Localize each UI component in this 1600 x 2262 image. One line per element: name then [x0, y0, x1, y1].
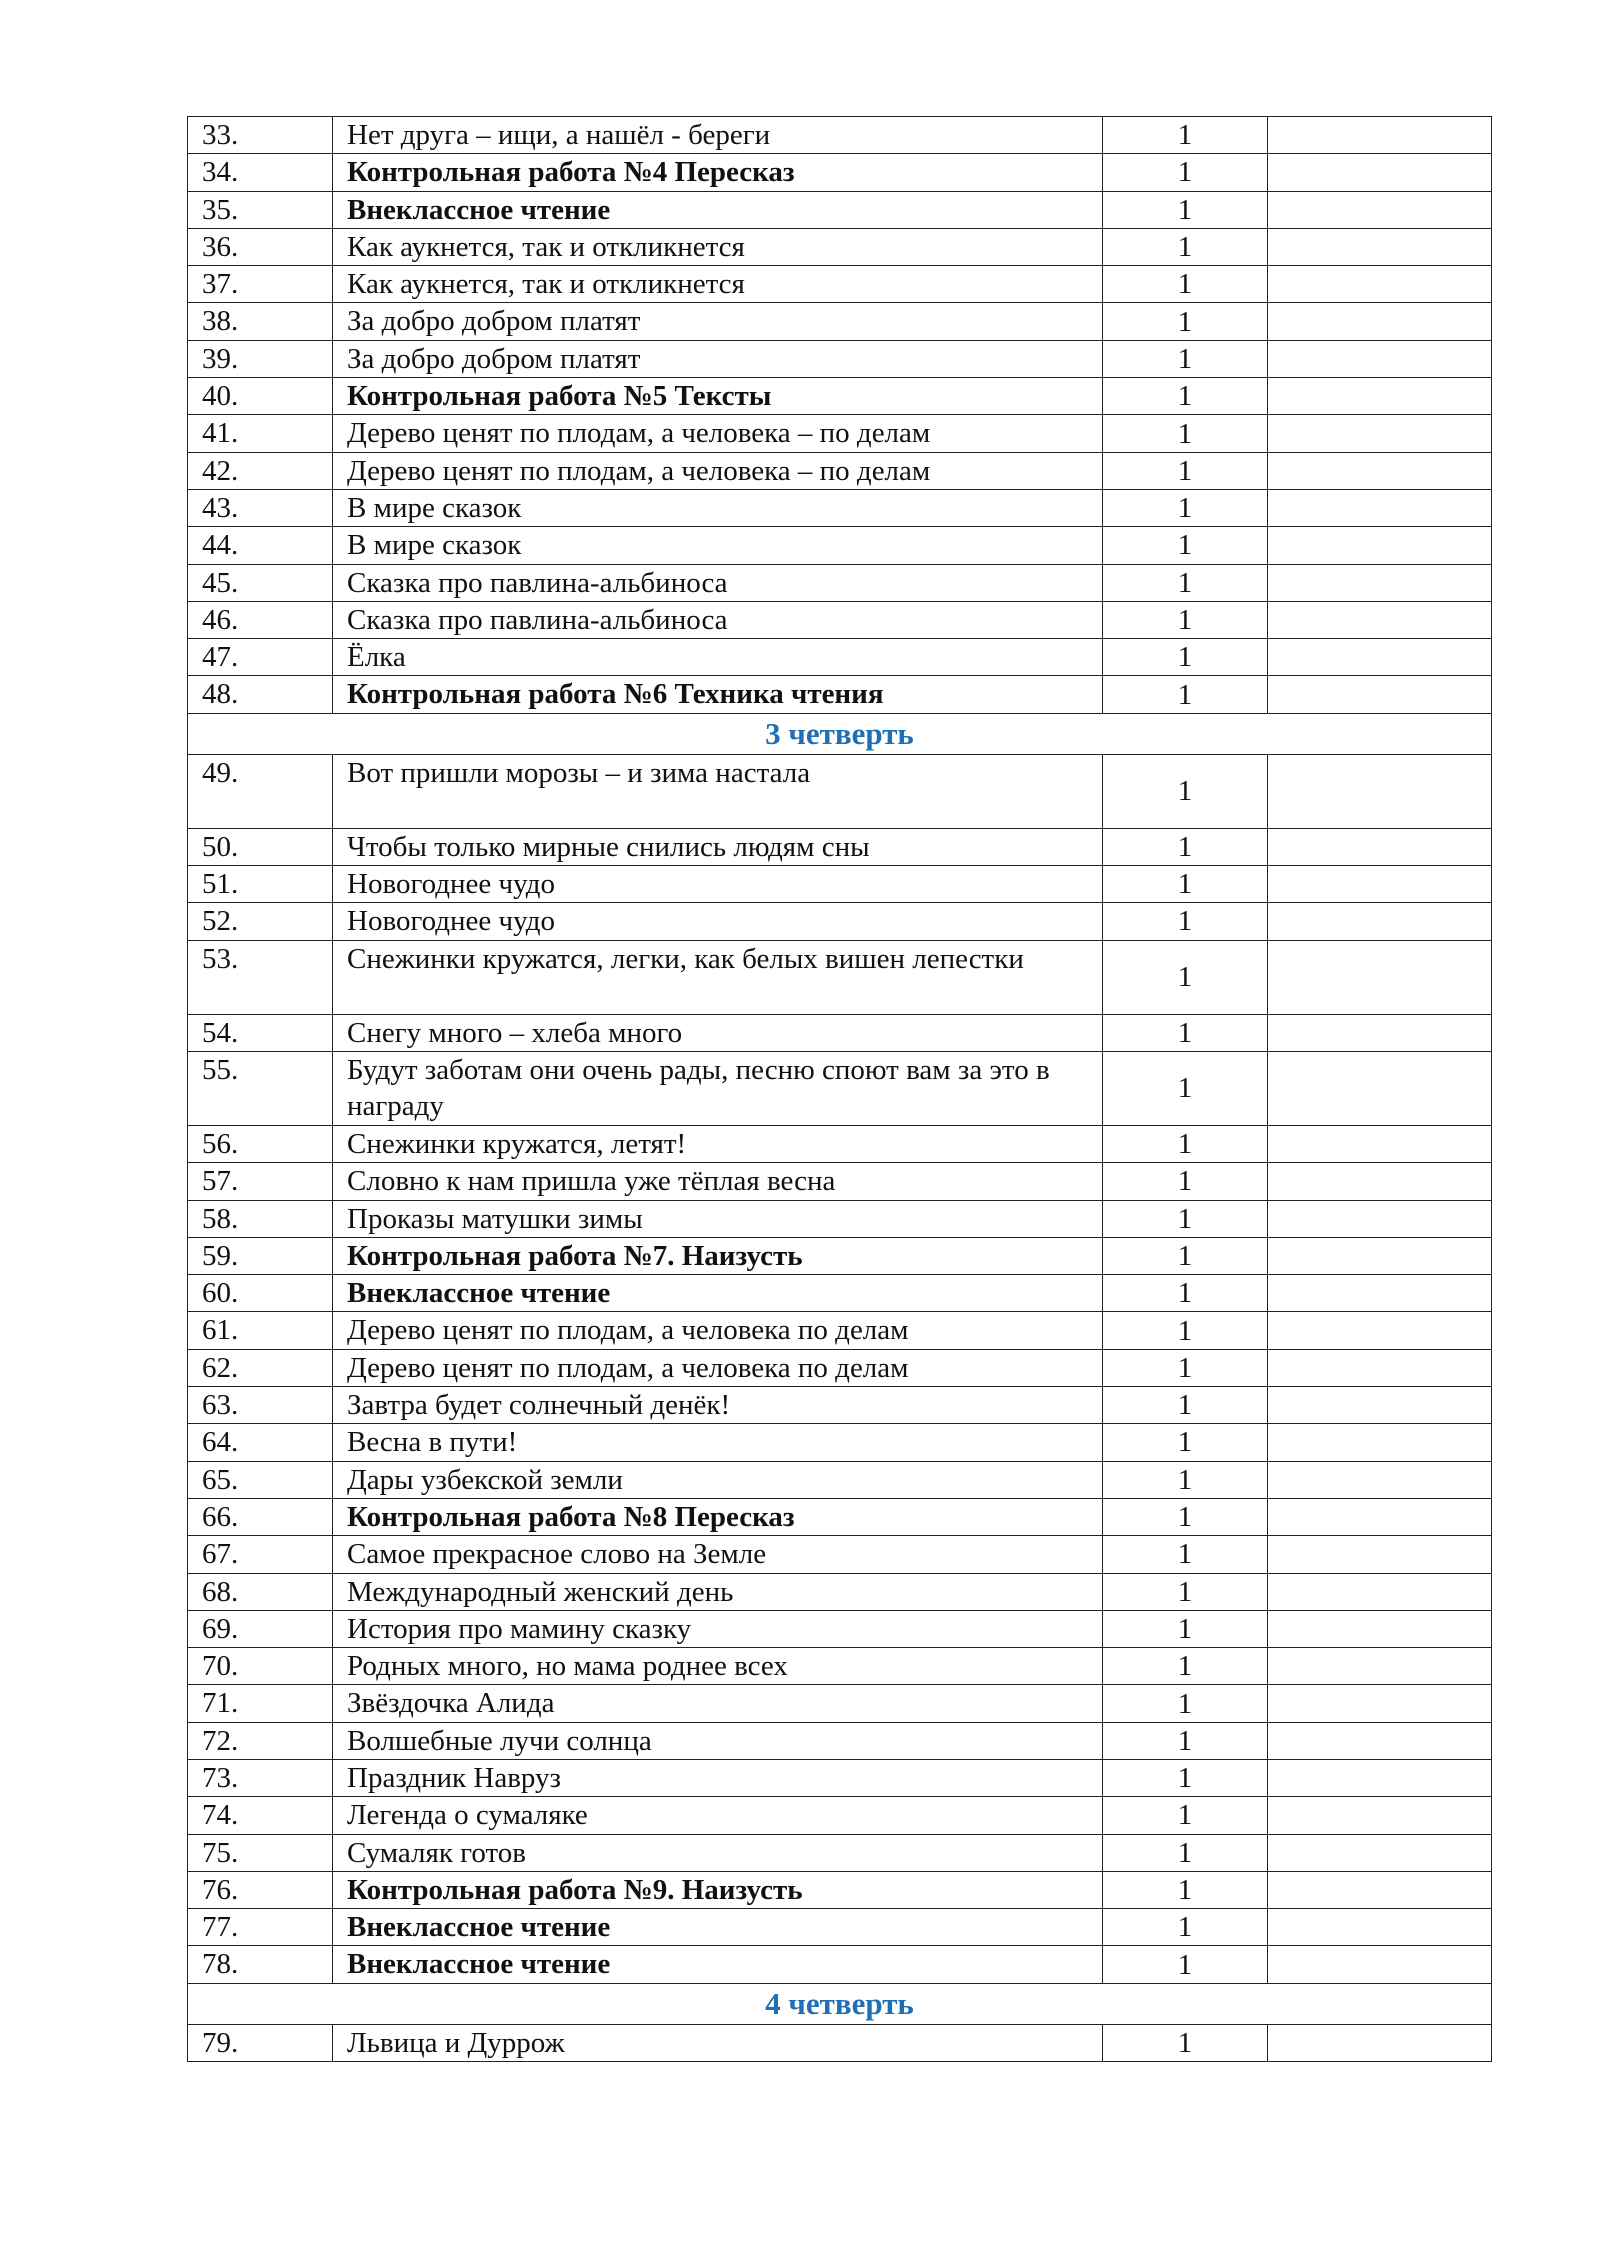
lesson-number: 74. — [188, 1797, 333, 1834]
lesson-hours: 1 — [1103, 1014, 1268, 1051]
lesson-date-cell — [1268, 1685, 1492, 1722]
lesson-number: 76. — [188, 1871, 333, 1908]
lesson-date-cell — [1268, 266, 1492, 303]
table-row — [188, 1014, 1492, 1051]
lesson-date-cell — [1268, 1051, 1492, 1125]
table-row — [188, 489, 1492, 526]
lesson-date-cell — [1268, 1461, 1492, 1498]
lesson-date-cell — [1268, 940, 1492, 1014]
lesson-hours: 1 — [1103, 1461, 1268, 1498]
lesson-number: 69. — [188, 1610, 333, 1647]
lesson-number: 40. — [188, 378, 333, 415]
lesson-title: Родных много, но мама роднее всех — [333, 1648, 1103, 1685]
lesson-number: 67. — [188, 1536, 333, 1573]
table-row — [188, 903, 1492, 940]
lesson-title: Сумаляк готов — [333, 1834, 1103, 1871]
lesson-number: 63. — [188, 1387, 333, 1424]
lesson-date-cell — [1268, 1014, 1492, 1051]
lesson-number: 61. — [188, 1312, 333, 1349]
table-row — [188, 1797, 1492, 1834]
lesson-hours: 1 — [1103, 1424, 1268, 1461]
lesson-hours: 1 — [1103, 452, 1268, 489]
table-row — [188, 1163, 1492, 1200]
lesson-hours: 1 — [1103, 564, 1268, 601]
table-row — [188, 564, 1492, 601]
lesson-plan-body — [188, 117, 1492, 2062]
lesson-number: 53. — [188, 940, 333, 1014]
lesson-number: 42. — [188, 452, 333, 489]
lesson-number: 72. — [188, 1722, 333, 1759]
lesson-date-cell — [1268, 1610, 1492, 1647]
lesson-number: 75. — [188, 1834, 333, 1871]
lesson-date-cell — [1268, 1573, 1492, 1610]
lesson-title: Внеклассное чтение — [333, 1275, 1103, 1312]
lesson-title: Снегу много – хлеба много — [333, 1014, 1103, 1051]
lesson-hours: 1 — [1103, 378, 1268, 415]
lesson-hours: 1 — [1103, 866, 1268, 903]
table-row — [188, 340, 1492, 377]
quarter-heading: 4 четверть — [188, 1983, 1492, 2024]
table-row — [188, 1237, 1492, 1274]
lesson-date-cell — [1268, 1163, 1492, 1200]
lesson-number: 35. — [188, 191, 333, 228]
table-row — [188, 1387, 1492, 1424]
lesson-hours: 1 — [1103, 940, 1268, 1014]
lesson-date-cell — [1268, 1387, 1492, 1424]
lesson-title: Новогоднее чудо — [333, 866, 1103, 903]
lesson-date-cell — [1268, 1759, 1492, 1796]
lesson-title: Львица и Дуррож — [333, 2024, 1103, 2061]
lesson-hours: 1 — [1103, 266, 1268, 303]
table-row — [188, 1536, 1492, 1573]
lesson-title: Вот пришли морозы – и зима настала — [333, 754, 1103, 828]
lesson-title: Контрольная работа №8 Пересказ — [333, 1498, 1103, 1535]
lesson-date-cell — [1268, 1498, 1492, 1535]
lesson-hours: 1 — [1103, 117, 1268, 154]
lesson-number: 78. — [188, 1946, 333, 1983]
lesson-title: Внеклассное чтение — [333, 1946, 1103, 1983]
lesson-hours: 1 — [1103, 1610, 1268, 1647]
lesson-title: Самое прекрасное слово на Земле — [333, 1536, 1103, 1573]
lesson-hours: 1 — [1103, 1275, 1268, 1312]
lesson-number: 43. — [188, 489, 333, 526]
lesson-number: 45. — [188, 564, 333, 601]
table-row — [188, 1424, 1492, 1461]
table-row — [188, 1573, 1492, 1610]
lesson-title: Внеклассное чтение — [333, 1909, 1103, 1946]
lesson-number: 41. — [188, 415, 333, 452]
lesson-number: 73. — [188, 1759, 333, 1796]
lesson-date-cell — [1268, 303, 1492, 340]
lesson-title: Контрольная работа №9. Наизусть — [333, 1871, 1103, 1908]
lesson-title: В мире сказок — [333, 527, 1103, 564]
lesson-title: Контрольная работа №5 Тексты — [333, 378, 1103, 415]
lesson-hours: 1 — [1103, 639, 1268, 676]
lesson-title: Праздник Навруз — [333, 1759, 1103, 1796]
lesson-number: 77. — [188, 1909, 333, 1946]
lesson-date-cell — [1268, 1349, 1492, 1386]
lesson-title: Весна в пути! — [333, 1424, 1103, 1461]
table-row — [188, 415, 1492, 452]
lesson-hours: 1 — [1103, 1125, 1268, 1162]
lesson-number: 70. — [188, 1648, 333, 1685]
lesson-date-cell — [1268, 1312, 1492, 1349]
table-row — [188, 2024, 1492, 2061]
table-row — [188, 303, 1492, 340]
lesson-date-cell — [1268, 527, 1492, 564]
lesson-number: 79. — [188, 2024, 333, 2061]
lesson-number: 52. — [188, 903, 333, 940]
table-row — [188, 1498, 1492, 1535]
table-row — [188, 1871, 1492, 1908]
lesson-hours: 1 — [1103, 1573, 1268, 1610]
lesson-date-cell — [1268, 191, 1492, 228]
lesson-title: Контрольная работа №4 Пересказ — [333, 154, 1103, 191]
lesson-number: 44. — [188, 527, 333, 564]
lesson-hours: 1 — [1103, 828, 1268, 865]
lesson-hours: 1 — [1103, 1759, 1268, 1796]
lesson-date-cell — [1268, 228, 1492, 265]
table-row — [188, 601, 1492, 638]
lesson-title: Проказы матушки зимы — [333, 1200, 1103, 1237]
table-row — [188, 828, 1492, 865]
lesson-number: 49. — [188, 754, 333, 828]
lesson-date-cell — [1268, 1536, 1492, 1573]
lesson-hours: 1 — [1103, 1237, 1268, 1274]
lesson-hours: 1 — [1103, 1051, 1268, 1125]
lesson-date-cell — [1268, 340, 1492, 377]
lesson-date-cell — [1268, 117, 1492, 154]
lesson-title: Дерево ценят по плодам, а человека – по делам — [333, 415, 1103, 452]
lesson-hours: 1 — [1103, 1722, 1268, 1759]
lesson-number: 58. — [188, 1200, 333, 1237]
table-row — [188, 378, 1492, 415]
lesson-date-cell — [1268, 1722, 1492, 1759]
table-row — [188, 1312, 1492, 1349]
lesson-date-cell — [1268, 754, 1492, 828]
table-row — [188, 1722, 1492, 1759]
lesson-number: 57. — [188, 1163, 333, 1200]
table-row — [188, 676, 1492, 713]
lesson-title: Снежинки кружатся, летят! — [333, 1125, 1103, 1162]
lesson-hours: 1 — [1103, 154, 1268, 191]
table-row — [188, 866, 1492, 903]
lesson-hours: 1 — [1103, 903, 1268, 940]
lesson-date-cell — [1268, 1200, 1492, 1237]
lesson-number: 55. — [188, 1051, 333, 1125]
lesson-number: 68. — [188, 1573, 333, 1610]
table-row — [188, 1349, 1492, 1386]
lesson-number: 39. — [188, 340, 333, 377]
lesson-date-cell — [1268, 378, 1492, 415]
lesson-title: Контрольная работа №6 Техника чтения — [333, 676, 1103, 713]
lesson-title: Международный женский день — [333, 1573, 1103, 1610]
lesson-title: Словно к нам пришла уже тёплая весна — [333, 1163, 1103, 1200]
lesson-title: За добро добром платят — [333, 340, 1103, 377]
table-row — [188, 266, 1492, 303]
lesson-number: 65. — [188, 1461, 333, 1498]
lesson-title: Завтра будет солнечный денёк! — [333, 1387, 1103, 1424]
table-row — [188, 1461, 1492, 1498]
lesson-hours: 1 — [1103, 754, 1268, 828]
lesson-hours: 1 — [1103, 1200, 1268, 1237]
lesson-number: 34. — [188, 154, 333, 191]
table-row — [188, 1125, 1492, 1162]
table-row — [188, 228, 1492, 265]
lesson-title: Сказка про павлина-альбиноса — [333, 601, 1103, 638]
lesson-hours: 1 — [1103, 1536, 1268, 1573]
table-row — [188, 639, 1492, 676]
lesson-number: 50. — [188, 828, 333, 865]
lesson-hours: 1 — [1103, 1909, 1268, 1946]
lesson-hours: 1 — [1103, 1498, 1268, 1535]
lesson-title: Контрольная работа №7. Наизусть — [333, 1237, 1103, 1274]
lesson-title: Дерево ценят по плодам, а человека по делам — [333, 1349, 1103, 1386]
lesson-date-cell — [1268, 828, 1492, 865]
lesson-hours: 1 — [1103, 415, 1268, 452]
lesson-title: Дерево ценят по плодам, а человека – по делам — [333, 452, 1103, 489]
lesson-date-cell — [1268, 564, 1492, 601]
lesson-number: 62. — [188, 1349, 333, 1386]
lesson-number: 33. — [188, 117, 333, 154]
table-row — [188, 1051, 1492, 1125]
lesson-title: За добро добром платят — [333, 303, 1103, 340]
lesson-title: Новогоднее чудо — [333, 903, 1103, 940]
lesson-hours: 1 — [1103, 1312, 1268, 1349]
lesson-number: 66. — [188, 1498, 333, 1535]
table-row — [188, 940, 1492, 1014]
lesson-number: 54. — [188, 1014, 333, 1051]
lesson-number: 56. — [188, 1125, 333, 1162]
lesson-date-cell — [1268, 452, 1492, 489]
lesson-hours: 1 — [1103, 1685, 1268, 1722]
lesson-hours: 1 — [1103, 340, 1268, 377]
lesson-date-cell — [1268, 601, 1492, 638]
lesson-hours: 1 — [1103, 228, 1268, 265]
lesson-date-cell — [1268, 676, 1492, 713]
lesson-date-cell — [1268, 1946, 1492, 1983]
table-row — [188, 452, 1492, 489]
table-row — [188, 1685, 1492, 1722]
lesson-plan-table — [187, 116, 1492, 2062]
lesson-date-cell — [1268, 1871, 1492, 1908]
lesson-hours: 1 — [1103, 527, 1268, 564]
lesson-date-cell — [1268, 2024, 1492, 2061]
quarter-heading: 3 четверть — [188, 713, 1492, 754]
lesson-date-cell — [1268, 415, 1492, 452]
lesson-title: Легенда о сумаляке — [333, 1797, 1103, 1834]
quarter-heading-row — [188, 1983, 1492, 2024]
lesson-number: 51. — [188, 866, 333, 903]
table-row — [188, 1275, 1492, 1312]
lesson-hours: 1 — [1103, 1797, 1268, 1834]
lesson-hours: 1 — [1103, 1834, 1268, 1871]
lesson-date-cell — [1268, 639, 1492, 676]
lesson-title: Как аукнется, так и откликнется — [333, 228, 1103, 265]
table-row — [188, 1759, 1492, 1796]
lesson-number: 37. — [188, 266, 333, 303]
lesson-title: Снежинки кружатся, легки, как белых вишен лепестки — [333, 940, 1103, 1014]
table-row — [188, 1610, 1492, 1647]
table-row — [188, 1946, 1492, 1983]
lesson-title: Волшебные лучи солнца — [333, 1722, 1103, 1759]
lesson-hours: 1 — [1103, 676, 1268, 713]
table-row — [188, 1834, 1492, 1871]
lesson-title: История про мамину сказку — [333, 1610, 1103, 1647]
table-row — [188, 754, 1492, 828]
lesson-title: Как аукнется, так и откликнется — [333, 266, 1103, 303]
lesson-date-cell — [1268, 1275, 1492, 1312]
table-row — [188, 117, 1492, 154]
lesson-number: 46. — [188, 601, 333, 638]
lesson-hours: 1 — [1103, 191, 1268, 228]
lesson-hours: 1 — [1103, 1387, 1268, 1424]
lesson-title: В мире сказок — [333, 489, 1103, 526]
lesson-number: 47. — [188, 639, 333, 676]
lesson-date-cell — [1268, 1424, 1492, 1461]
lesson-hours: 1 — [1103, 1349, 1268, 1386]
lesson-number: 71. — [188, 1685, 333, 1722]
table-row — [188, 1909, 1492, 1946]
lesson-title: Будут заботам они очень рады, песню споют вам за это в награду — [333, 1051, 1103, 1125]
table-row — [188, 154, 1492, 191]
lesson-number: 60. — [188, 1275, 333, 1312]
lesson-hours: 1 — [1103, 1648, 1268, 1685]
lesson-date-cell — [1268, 489, 1492, 526]
lesson-number: 59. — [188, 1237, 333, 1274]
lesson-title: Дерево ценят по плодам, а человека по делам — [333, 1312, 1103, 1349]
lesson-hours: 1 — [1103, 601, 1268, 638]
lesson-hours: 1 — [1103, 303, 1268, 340]
lesson-title: Сказка про павлина-альбиноса — [333, 564, 1103, 601]
lesson-number: 64. — [188, 1424, 333, 1461]
lesson-hours: 1 — [1103, 1871, 1268, 1908]
lesson-hours: 1 — [1103, 1163, 1268, 1200]
table-row — [188, 1648, 1492, 1685]
lesson-date-cell — [1268, 1125, 1492, 1162]
lesson-date-cell — [1268, 1834, 1492, 1871]
lesson-date-cell — [1268, 1648, 1492, 1685]
lesson-date-cell — [1268, 903, 1492, 940]
lesson-date-cell — [1268, 1237, 1492, 1274]
lesson-date-cell — [1268, 866, 1492, 903]
lesson-number: 48. — [188, 676, 333, 713]
lesson-title: Звёздочка Алида — [333, 1685, 1103, 1722]
table-row — [188, 527, 1492, 564]
lesson-hours: 1 — [1103, 1946, 1268, 1983]
lesson-title: Чтобы только мирные снились людям сны — [333, 828, 1103, 865]
lesson-date-cell — [1268, 1909, 1492, 1946]
table-row — [188, 1200, 1492, 1237]
table-row — [188, 191, 1492, 228]
lesson-hours: 1 — [1103, 2024, 1268, 2061]
lesson-date-cell — [1268, 1797, 1492, 1834]
lesson-date-cell — [1268, 154, 1492, 191]
lesson-hours: 1 — [1103, 489, 1268, 526]
lesson-title: Дары узбекской земли — [333, 1461, 1103, 1498]
lesson-number: 36. — [188, 228, 333, 265]
lesson-title: Ёлка — [333, 639, 1103, 676]
quarter-heading-row — [188, 713, 1492, 754]
lesson-title: Внеклассное чтение — [333, 191, 1103, 228]
lesson-title: Нет друга – ищи, а нашёл - береги — [333, 117, 1103, 154]
lesson-number: 38. — [188, 303, 333, 340]
